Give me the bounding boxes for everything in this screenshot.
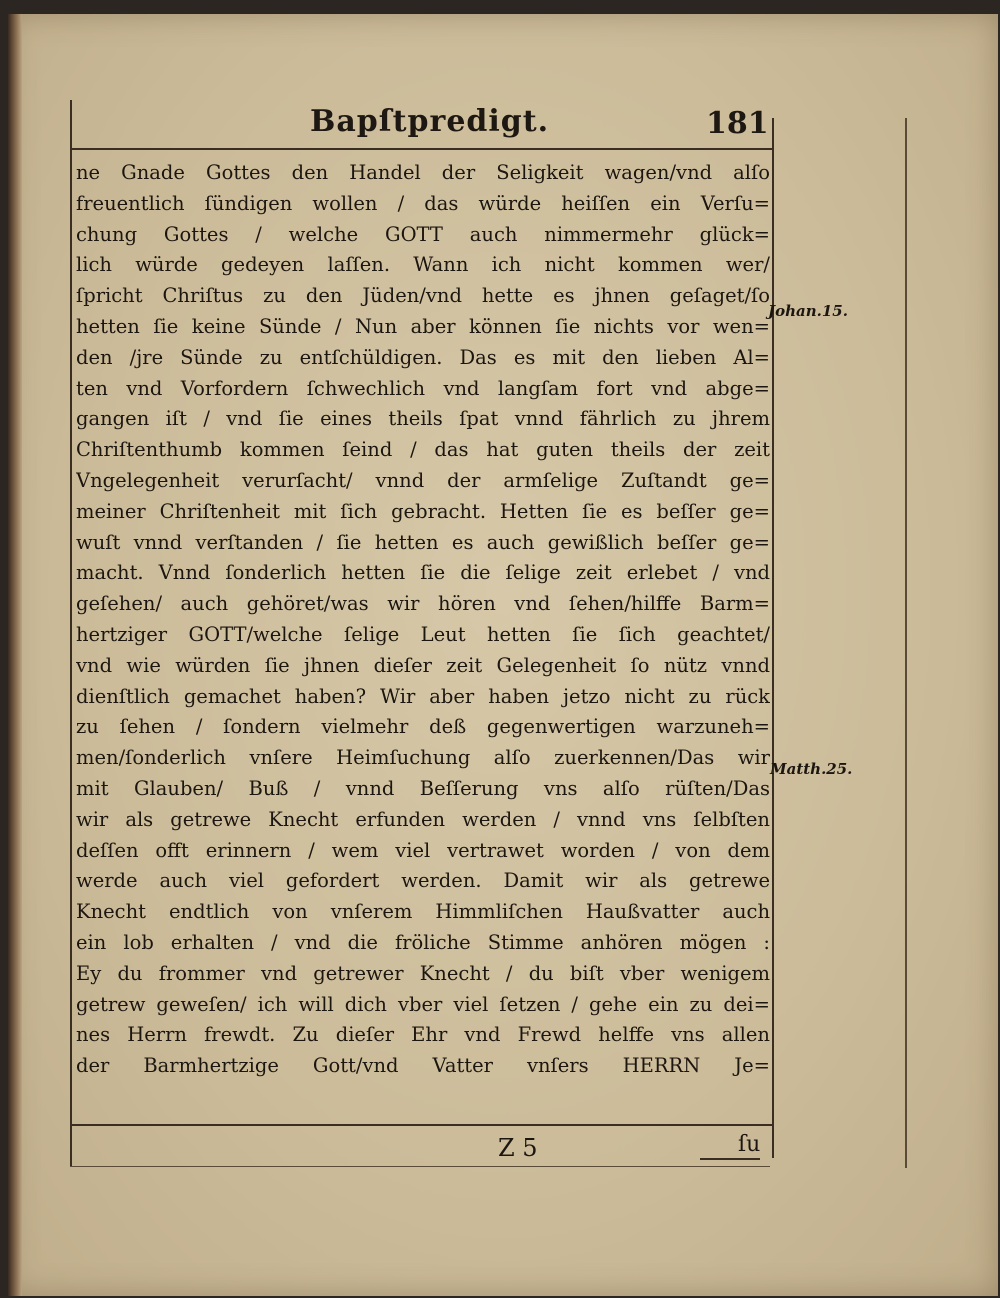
- frame-rule-bottom: [70, 1124, 774, 1126]
- text-line: deſſen offt erinnern / wem viel vertrawet worden / von dem: [76, 838, 770, 862]
- text-line: Ey du frommer vnd getrewer Knecht / du biſt vber wenigem: [76, 961, 770, 985]
- page-number: 181: [706, 106, 769, 141]
- text-line: dienſtlich gemachet haben? Wir aber haben jetzo nicht zu rück: [76, 684, 770, 708]
- text-line: hertziger GOTT/welche ſelige Leut hetten ſie ſich geachtet/: [76, 622, 770, 646]
- text-line: getrew geweſen/ ich will dich vber viel ſetzen / gehe ein zu dei=: [76, 992, 770, 1016]
- text-line: ne Gnade Gottes den Handel der Seligkeit wagen/vnd alſo: [76, 161, 770, 184]
- text-line: ten vnd Vorfordern ſchwechlich vnd langſam fort vnd abge=: [76, 376, 770, 400]
- text-line: Knecht endtlich von vnſerem Himmliſchen Haußvatter auch: [76, 900, 770, 924]
- frame-rule-bottom-secondary: [70, 1166, 770, 1167]
- text-line: chung Gottes / welche GOTT auch nimmermehr glück=: [76, 222, 770, 246]
- text-line: Chriſtenthumb kommen ſeind / das hat guten theils der zeit: [76, 438, 770, 462]
- catchword: ſu: [738, 1132, 761, 1157]
- text-line: werde auch viel gefordert werden. Damit wir als getrewe: [76, 869, 770, 893]
- margin-note-matthew: Matth.25.: [770, 760, 853, 778]
- frame-rule-right: [772, 118, 774, 1158]
- text-line: nes Herrn frewdt. Zu dieſer Ehr vnd Frewd helffe vns allen: [76, 1023, 770, 1047]
- catchword-rule: [700, 1158, 760, 1160]
- text-line: wuſt vnnd verſtanden / ſie hetten es auch gewißlich beſſer ge=: [76, 530, 770, 554]
- text-line: gangen iſt / vnd ſie eines theils ſpat vnnd fährlich zu jhrem: [76, 407, 770, 431]
- signature-mark: Z 5: [498, 1134, 538, 1162]
- frame-rule-outer-right: [905, 118, 907, 1168]
- text-line: zu ſehen / ſondern vielmehr deß gegenwertigen warzuneh=: [76, 715, 770, 739]
- text-line: freuentlich ſündigen wollen / das würde heiſſen ein Verſu=: [76, 191, 770, 215]
- text-line: wir als getrewe Knecht erfunden werden / vnnd vns ſelbſten: [76, 807, 770, 831]
- text-line: geſehen/ auch gehöret/was wir hören vnd ſehen/hilffe Barm=: [76, 592, 770, 616]
- text-line: Vngelegenheit verurſacht/ vnnd der armſelige Zuſtandt ge=: [76, 468, 770, 492]
- text-line: ein lob erhalten / vnd die fröliche Stimme anhören mögen :: [76, 930, 770, 954]
- text-line: lich würde gedeyen laſſen. Wann ich nicht kommen wer/: [76, 253, 770, 277]
- frame-rule-top: [70, 148, 774, 150]
- text-line: den /jre Sünde zu entſchüldigen. Das es mit den lieben Al=: [76, 345, 770, 369]
- margin-note-john: Johan.15.: [768, 302, 848, 320]
- text-line: macht. Vnnd ſonderlich hetten ſie die ſelige zeit erlebet / vnd: [76, 561, 770, 585]
- frame-rule-left: [70, 100, 72, 1166]
- text-line: der Barmhertzige Gott/vnd Vatter vnſers HERRN Je=: [76, 1054, 770, 1078]
- text-line: men/ſonderlich vnſere Heimſuchung alſo zuerkennen/Das wir: [76, 746, 770, 770]
- text-line: hetten ſie keine Sünde / Nun aber können ſie nichts vor wen=: [76, 314, 770, 338]
- text-line: meiner Chriſtenheit mit ſich gebracht. Hetten ſie es beſſer ge=: [76, 499, 770, 523]
- running-head: Bapſtpredigt.: [310, 104, 550, 139]
- text-line: mit Glauben/ Buß / vnnd Beſſerung vns alſo rüſten/Das: [76, 776, 770, 800]
- text-line: vnd wie würden ſie jhnen dieſer zeit Gelegenheit ſo nütz vnnd: [76, 653, 770, 677]
- text-line: ſpricht Chriſtus zu den Jüden/vnd hette es jhnen geſaget/ſo: [76, 284, 770, 308]
- book-spine: [8, 14, 22, 1296]
- body-text: [76, 158, 770, 1082]
